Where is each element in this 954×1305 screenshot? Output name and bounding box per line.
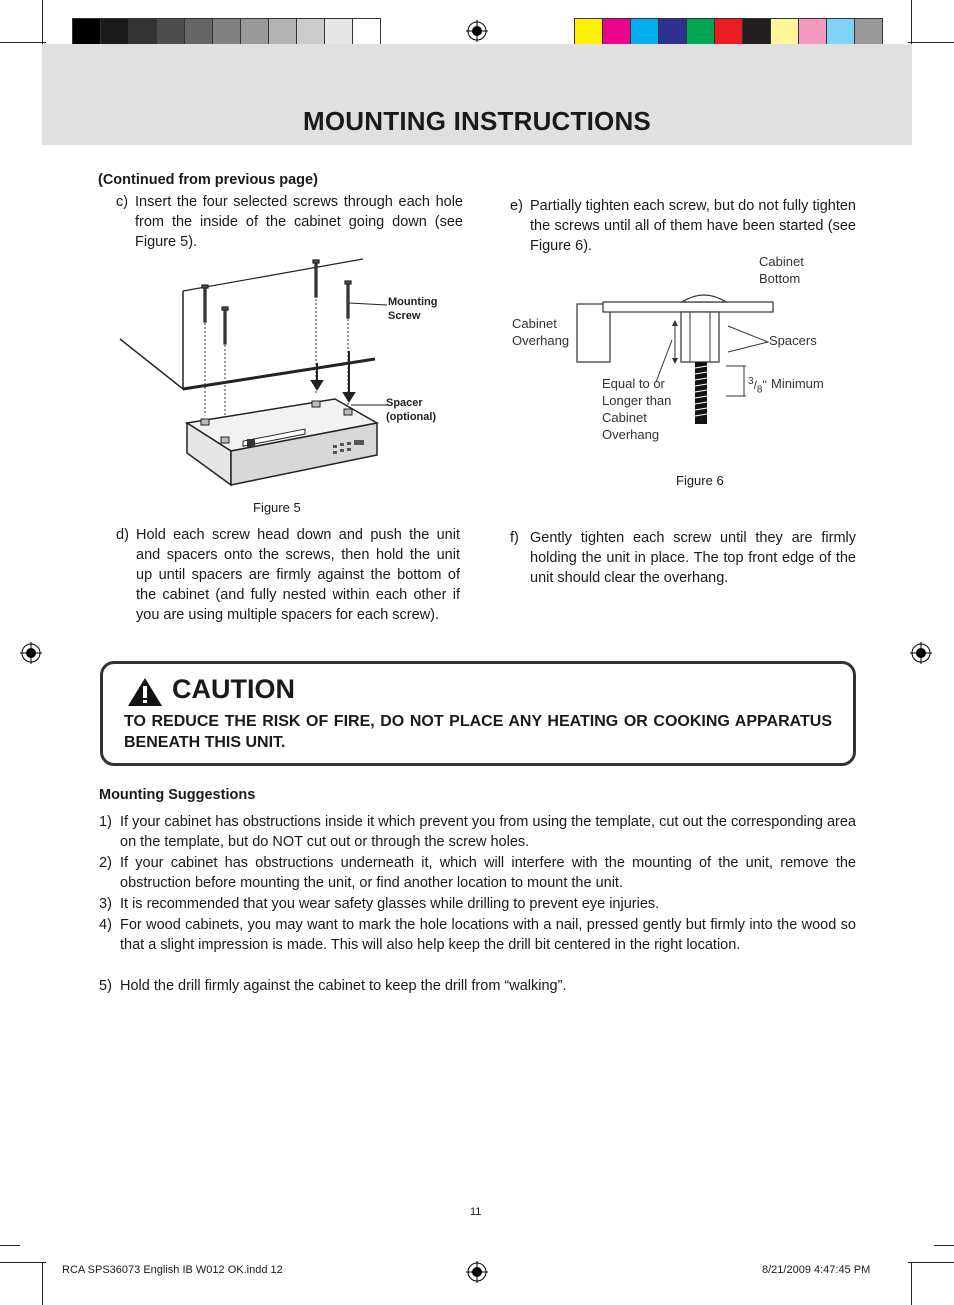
registration-mark-icon [910, 642, 932, 664]
color-swatch [743, 19, 771, 47]
label-line: Screw [388, 310, 421, 322]
page-number: 11 [470, 1206, 482, 1218]
color-swatch [157, 19, 185, 47]
suggestion-number: 3) [99, 896, 112, 912]
label-line: (optional) [386, 411, 437, 423]
suggestion-item [99, 853, 856, 893]
crop-mark [0, 42, 46, 43]
step-label: e) [510, 198, 523, 214]
label-line: Cabinet [602, 410, 647, 425]
color-swatch [269, 19, 297, 47]
color-swatch [659, 19, 687, 47]
crop-mark [911, 0, 912, 46]
color-swatch [353, 19, 380, 47]
label-line: Spacer [386, 397, 423, 409]
step-text: Partially tighten each screw, but do not fully tighten the screws until all of them have been started (see Figure 6). [530, 198, 856, 254]
step-text: Insert the four selected screws through each hole from the inside of the cabinet going down (see Figure 5). [135, 194, 463, 250]
inch-mark: " [762, 378, 767, 392]
crop-mark [0, 1262, 46, 1263]
suggestion-number: 4) [99, 917, 112, 933]
suggestion-number: 1) [99, 814, 112, 830]
label-line: Mounting [388, 296, 438, 308]
suggestion-item [99, 915, 856, 955]
step-f [510, 528, 856, 588]
color-swatch [799, 19, 827, 47]
crop-mark [911, 1262, 912, 1305]
crop-mark [0, 1245, 20, 1246]
label-line: Cabinet [512, 316, 557, 331]
step-text: Gently tighten each screw until they are firmly holding the unit in place. The top front edge of the unit should clear the overhang. [530, 530, 856, 586]
three-eighths-label: $^3/_8$" [748, 376, 767, 396]
suggestions-title: Mounting Suggestions [99, 787, 256, 803]
figure-5-caption: Figure 5 [253, 500, 301, 515]
suggestion-text: If your cabinet has obstructions underneath it, which will interfere with the mounting of the unit, remove the obstruction before mounting the unit, or find another location to mount the unit. [120, 855, 856, 891]
step-label: c) [116, 194, 129, 210]
suggestion-number: 2) [99, 855, 112, 871]
suggestion-text: If your cabinet has obstructions inside it which prevent you from using the template, cut out the corresponding area on the template, but do NOT cut out or through the screw holes. [120, 814, 856, 850]
label-line: Equal to or [602, 376, 665, 391]
suggestion-text: It is recommended that you wear safety glasses while drilling to prevent eye injuries. [120, 896, 660, 912]
color-swatch [631, 19, 659, 47]
fraction-numerator: 3 [748, 376, 754, 387]
color-swatch [771, 19, 799, 47]
color-swatch [827, 19, 855, 47]
label-line: Overhang [512, 333, 570, 348]
color-swatch [603, 19, 631, 47]
color-swatch [101, 19, 129, 47]
color-swatch [185, 19, 213, 47]
caution-title: CAUTION [172, 674, 295, 704]
crop-mark [42, 0, 43, 46]
footer-file-info: RCA SPS36073 English IB W012 OK.indd 12 [62, 1264, 283, 1276]
suggestion-number: 5) [99, 978, 112, 994]
figure-5-screw-label [388, 295, 437, 323]
fraction-denominator: 8 [756, 384, 763, 396]
color-swatch [241, 19, 269, 47]
step-label: f) [510, 530, 519, 546]
registration-mark-icon [20, 642, 42, 664]
warning-triangle-icon [127, 677, 163, 707]
suggestion-item [99, 894, 856, 914]
color-swatch [687, 19, 715, 47]
crop-mark [42, 1262, 43, 1305]
color-swatch [73, 19, 101, 47]
figure-5-spacer-label [386, 396, 436, 424]
registration-mark-icon [466, 1261, 488, 1283]
suggestion-item [99, 976, 856, 996]
label-line: Overhang [602, 427, 660, 442]
color-swatch [213, 19, 241, 47]
step-c [116, 192, 463, 252]
label-line: Cabinet [759, 254, 804, 269]
step-label: d) [116, 527, 129, 543]
continued-note: (Continued from previous page) [98, 172, 318, 188]
color-swatch [325, 19, 353, 47]
crop-mark [934, 1245, 954, 1246]
cabinet-overhang-label [512, 315, 569, 349]
color-swatch [855, 19, 882, 47]
step-text: Hold each screw head down and push the unit and spacers onto the screws, then hold the unit up until spacers are firmly against the bottom of the cabinet (and fully nested within each other if you are using multiple spacers for each screw). [136, 527, 460, 623]
spacers-label: Spacers [769, 333, 817, 348]
label-line: Bottom [759, 271, 801, 286]
registration-mark-icon [466, 20, 488, 42]
figure-6-caption: Figure 6 [676, 473, 724, 488]
color-swatch [297, 19, 325, 47]
color-swatch [715, 19, 743, 47]
caution-text: TO REDUCE THE RISK OF FIRE, DO NOT PLACE ANY HEATING OR COOKING APPARATUS BENEATH THIS UNIT. [124, 713, 832, 751]
suggestion-text: For wood cabinets, you may want to mark the hole locations with a nail, pressed gently but firmly into the wood so that a slight impression is made. This will also help keep the drill bit centered in the right location. [120, 917, 856, 953]
equal-overhang-label [602, 375, 671, 443]
minimum-label: Minimum [771, 376, 824, 391]
color-swatch [575, 19, 603, 47]
crop-mark [908, 42, 954, 43]
color-swatch [129, 19, 157, 47]
suggestion-item [99, 812, 856, 852]
cabinet-bottom-label [759, 253, 804, 287]
crop-mark [908, 1262, 954, 1263]
footer-timestamp: 8/21/2009 4:47:45 PM [762, 1264, 871, 1276]
suggestion-text: Hold the drill firmly against the cabinet to keep the drill from “walking”. [120, 978, 567, 994]
step-e [510, 196, 856, 256]
step-d [116, 525, 460, 625]
label-line: Longer than [602, 393, 672, 408]
figure-5-illustration [115, 255, 455, 495]
page-title: MOUNTING INSTRUCTIONS [303, 106, 651, 136]
